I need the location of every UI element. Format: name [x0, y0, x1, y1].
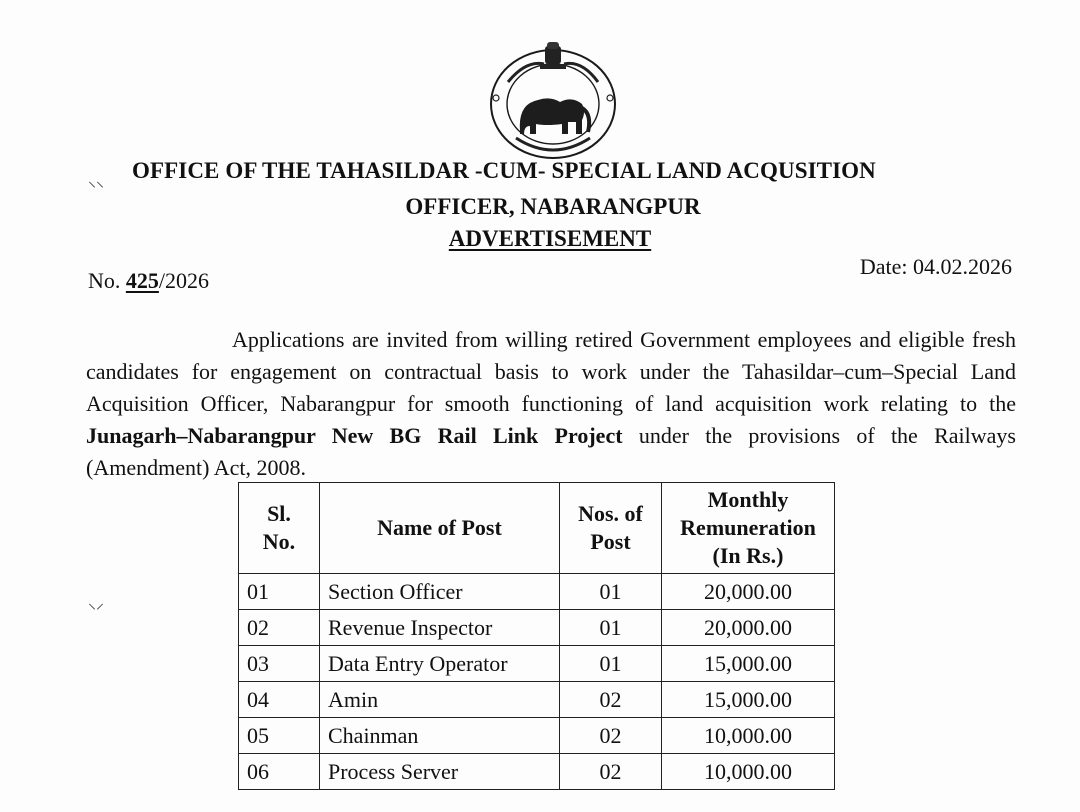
cell-remuneration: 15,000.00 — [662, 646, 835, 682]
table-row — [239, 646, 835, 682]
cell-nos: 02 — [560, 718, 662, 754]
cell-nos: 02 — [560, 754, 662, 790]
cell-sl: 04 — [239, 682, 320, 718]
cell-post-name: Revenue Inspector — [320, 610, 560, 646]
advertisement-body — [86, 324, 1016, 484]
header-monthly-remuneration: Monthly Remuneration (In Rs.) — [662, 483, 835, 574]
cell-remuneration: 20,000.00 — [662, 610, 835, 646]
body-outro: under the provisions of the Railways (Amendment) Act, 2008. — [86, 423, 1016, 480]
cell-nos: 01 — [560, 610, 662, 646]
reference-number — [88, 268, 209, 294]
reference-prefix: No. — [88, 268, 126, 293]
cell-nos: 01 — [560, 574, 662, 610]
cell-sl: 01 — [239, 574, 320, 610]
office-heading-line1: OFFICE OF THE TAHASILDAR -CUM- SPECIAL LAND ACQUSITION — [132, 158, 876, 183]
body-project-name: Junagarh–Nabarangpur New BG Rail Link Project — [86, 423, 623, 448]
reference-year: /2026 — [158, 268, 210, 293]
cell-nos: 01 — [560, 646, 662, 682]
table-header-row — [239, 483, 835, 574]
cell-sl: 03 — [239, 646, 320, 682]
cell-post-name: Data Entry Operator — [320, 646, 560, 682]
cell-remuneration: 10,000.00 — [662, 754, 835, 790]
cell-nos: 02 — [560, 682, 662, 718]
header-nos-of-post: Nos. of Post — [560, 483, 662, 574]
cell-remuneration: 20,000.00 — [662, 574, 835, 610]
office-heading-line2: OFFICER, NABARANGPUR — [405, 194, 701, 219]
cell-post-name: Amin — [320, 682, 560, 718]
cell-post-name: Section Officer — [320, 574, 560, 610]
cell-sl: 05 — [239, 718, 320, 754]
table-row — [239, 610, 835, 646]
table-row — [239, 574, 835, 610]
cell-sl: 02 — [239, 610, 320, 646]
cell-sl: 06 — [239, 754, 320, 790]
header-name-of-post: Name of Post — [320, 483, 560, 574]
cell-post-name: Chainman — [320, 718, 560, 754]
reference-date: Date: 04.02.2026 — [859, 254, 1012, 279]
body-intro: Applications are invited from willing retired Government employees and eligible fresh candidates for engagement on contractual basis to work under the Tahasildar–cum–Special Land Acquisition Officer, Nabarangpur for smooth functioning of land acquisition work relating to the — [86, 327, 1016, 416]
stray-mark: ⸌⸍ — [88, 602, 105, 619]
table-row — [239, 754, 835, 790]
stray-mark: ⸌⸌ — [88, 180, 105, 197]
table-row — [239, 682, 835, 718]
advertisement-title: ADVERTISEMENT — [448, 226, 652, 251]
cell-post-name: Process Server — [320, 754, 560, 790]
odisha-emblem-seal — [486, 42, 620, 160]
table-row — [239, 718, 835, 754]
cell-remuneration: 10,000.00 — [662, 718, 835, 754]
header-sl-no: Sl. No. — [239, 483, 320, 574]
posts-table — [238, 482, 835, 790]
cell-remuneration: 15,000.00 — [662, 682, 835, 718]
reference-number-value: 425 — [125, 268, 159, 293]
